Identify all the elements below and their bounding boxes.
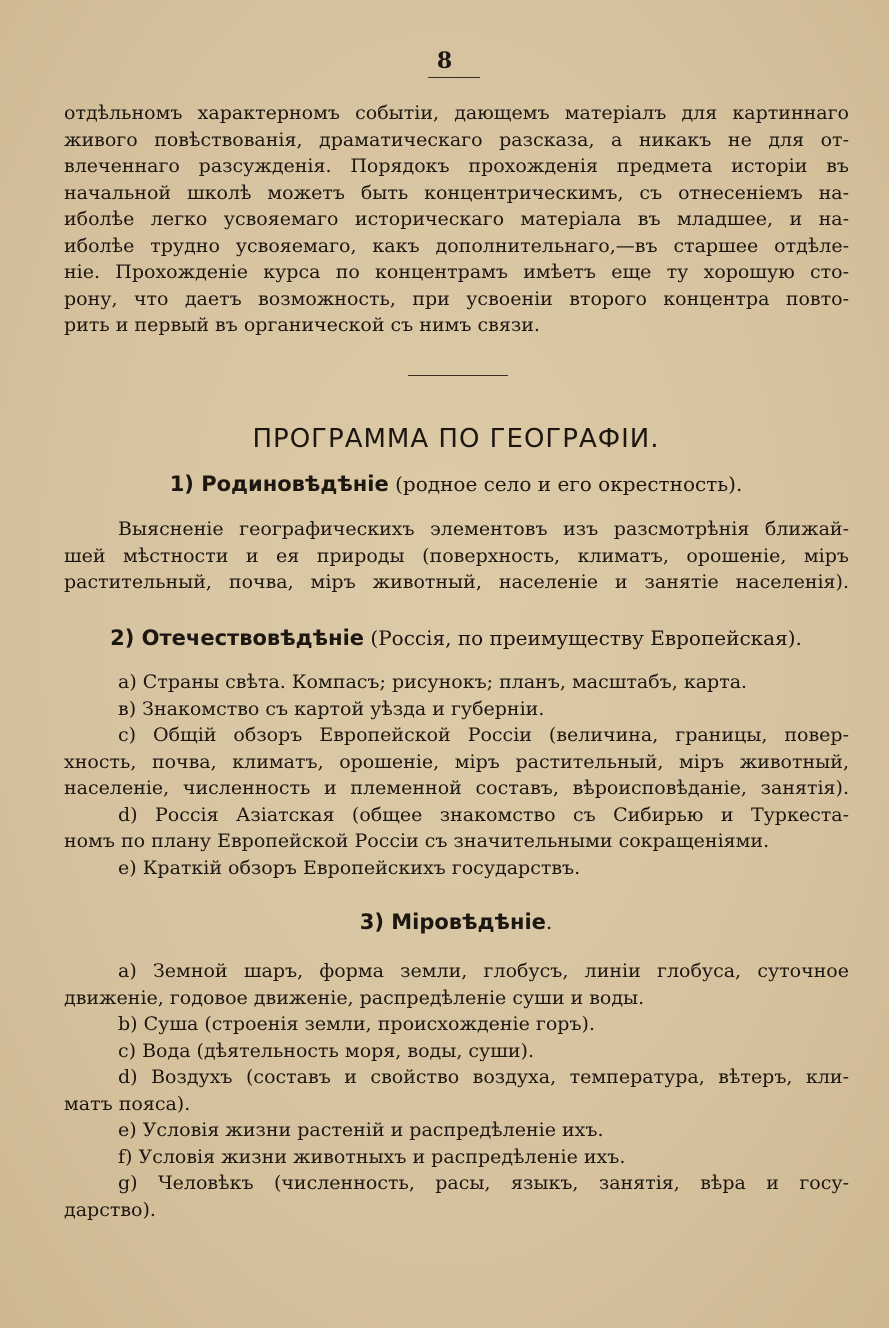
page-number-rule <box>428 77 480 78</box>
section1-paragraph <box>64 516 849 596</box>
section2-title: 2) Отечествовѣдѣніе <box>110 626 365 650</box>
intro-paragraph <box>64 100 849 339</box>
section1-subtitle: (родное село и его окрестность). <box>388 472 743 496</box>
section2-list <box>64 669 849 881</box>
section1-title: 1) Родиновѣдѣніе <box>169 472 389 496</box>
list-item: d) Россія Азіатская (общее знакомство съ Сибирью и Туркеста- <box>118 803 849 826</box>
text-line: Выясненіе географическихъ элементовъ изъ разсмотрѣнія ближай- <box>118 518 849 540</box>
list-item: а) Страны свѣта. Компасъ; рисунокъ; планъ, масштабъ, карта. <box>118 671 748 693</box>
section2-heading <box>0 626 889 650</box>
list-item: а) Земной шаръ, форма земли, глобусъ, линіи глобуса, суточное <box>118 960 849 982</box>
list-item-continuation: номъ по плану Европейской Россіи съ значительными сокращеніями. <box>64 830 770 852</box>
list-item-continuation: хность, почва, климатъ, орошеніе, міръ растительный, міръ животный, <box>64 750 849 773</box>
text-line: ніе. Прохожденіе курса по концентрамъ имѣетъ еще ту хорошую сто- <box>64 261 849 283</box>
list-item-continuation: населеніе, численность и племенной составъ, вѣроисповѣданіе, занятія). <box>64 777 849 799</box>
list-item: f) Условія жизни животныхъ и распредѣленіе ихъ. <box>118 1145 626 1168</box>
list-item: с) Вода (дѣятельность моря, воды, суши). <box>118 1039 535 1062</box>
text-line: шей мѣстности и ея природы (поверхность, климатъ, орошеніе, міръ <box>64 544 849 567</box>
text-line: рить и первый въ органической съ нимъ связи. <box>64 314 540 336</box>
section2-subtitle: (Россія, по преимуществу Европейская). <box>364 626 802 650</box>
text-line: растительный, почва, міръ животный, населеніе и занятіе населенія). <box>64 571 849 593</box>
section3-title: 3) Міровѣдѣніе <box>359 910 546 934</box>
list-item: е) Краткій обзоръ Европейскихъ государствъ. <box>118 856 581 879</box>
list-item-continuation: матъ пояса). <box>64 1092 191 1115</box>
list-item: d) Воздухъ (составъ и свойство воздуха, температура, вѣтеръ, кли- <box>118 1066 849 1088</box>
text-line: живого повѣствованія, драматическаго разсказа, а никакъ не для от- <box>64 128 849 151</box>
text-line: влеченнаго разсужденія. Порядокъ прохожденія предмета исторіи въ <box>64 155 849 177</box>
list-item: b) Суша (строенія земли, происхожденіе горъ). <box>118 1013 596 1035</box>
page-number: 8 <box>436 48 453 74</box>
text-line: иболѣе легко усвояемаго историческаго матеріала въ младшее, и на- <box>64 208 849 230</box>
section3-title-end: . <box>545 910 553 934</box>
list-item: с) Общій обзоръ Европейской Россіи (величина, границы, повер- <box>118 724 849 746</box>
list-item-continuation: дарство). <box>64 1198 156 1221</box>
section-divider <box>408 375 508 376</box>
section1-heading <box>0 472 889 496</box>
list-item: g) Человѣкъ (численность, расы, языкъ, занятія, вѣра и госу- <box>118 1172 849 1194</box>
text-line: рону, что даетъ возможность, при усвоеніи второго концентра повто- <box>64 287 849 310</box>
text-line: иболѣе трудно усвояемаго, какъ дополнительнаго,—въ старшее отдѣле- <box>64 234 849 257</box>
list-item: е) Условія жизни растеній и распредѣленіе ихъ. <box>118 1119 604 1141</box>
list-item-continuation: движеніе, годовое движеніе, распредѣленіе суши и воды. <box>64 986 645 1009</box>
text-line: начальной школѣ можетъ быть концентрическимъ, съ отнесеніемъ на- <box>64 181 849 204</box>
section3-list <box>64 958 849 1223</box>
section3-heading <box>0 910 889 934</box>
text-line: отдѣльномъ характерномъ событіи, дающемъ матеріалъ для картиннаго <box>64 102 849 124</box>
list-item: в) Знакомство съ картой уѣзда и губерніи. <box>118 697 545 720</box>
program-heading: ПРОГРАММА ПО ГЕОГРАФІИ. <box>252 424 660 454</box>
